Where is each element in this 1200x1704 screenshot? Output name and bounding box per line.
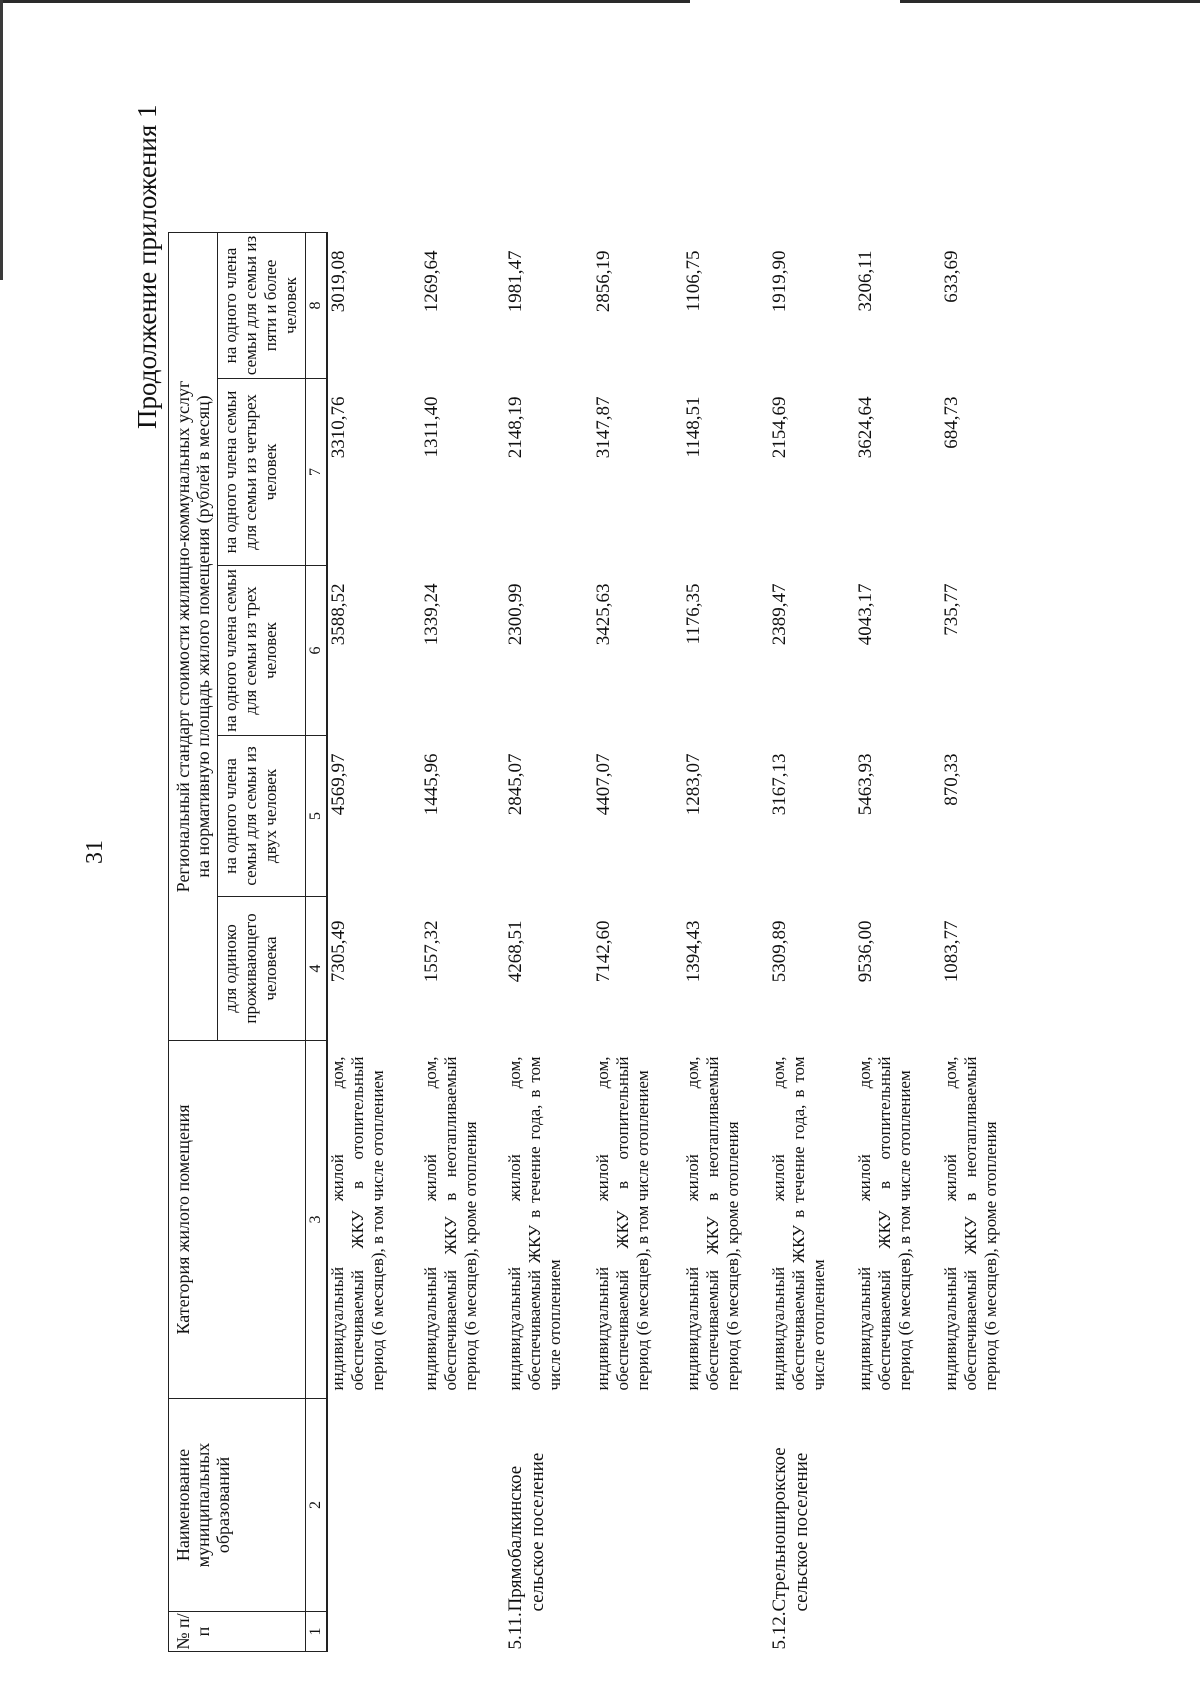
value-two: 1445,96 (421, 753, 442, 816)
value-five-plus: 1919,90 (769, 250, 790, 313)
value-two: 1283,07 (683, 753, 704, 816)
value-three: 4043,17 (855, 583, 876, 646)
value-three: 2389,47 (769, 583, 790, 646)
column-number-row (306, 233, 328, 1652)
value-single: 5309,89 (769, 920, 790, 983)
value-two: 5463,93 (855, 753, 876, 816)
row-number: 5.11. (505, 1612, 526, 1650)
row-number: 5.12. (769, 1611, 790, 1650)
header-municipality: Наименование муниципальных образований (169, 1399, 306, 1612)
value-three: 2300,99 (505, 583, 526, 646)
value-four: 3310,76 (328, 396, 349, 459)
header-num: № п/п (169, 1612, 306, 1652)
header-group-line2: на нормативную площадь жилого помещения (рублей в месяц) (193, 395, 213, 878)
row-number (855, 1612, 941, 1652)
value-five-plus: 3206,11 (855, 250, 876, 312)
housing-category: индивидуальный жилой дом, обеспечиваемый ЖКУ в отопительный период (6 месяцев), в том числе отоплением (593, 1056, 652, 1391)
value-four: 1311,40 (421, 396, 442, 458)
header-single: для одиноко проживающего человека (218, 897, 306, 1041)
value-four: 2148,19 (505, 396, 526, 459)
value-two: 870,33 (941, 753, 962, 806)
housing-category: индивидуальный жилой дом, обеспечиваемый ЖКУ в течение года, в том числе отоплением (769, 1056, 828, 1391)
table-row (593, 233, 683, 1652)
value-three: 735,77 (941, 583, 962, 636)
column-number: 6 (306, 566, 328, 736)
value-two: 3167,13 (769, 753, 790, 816)
table-row (855, 233, 941, 1652)
value-three: 3425,63 (593, 583, 614, 646)
value-single: 1083,77 (941, 920, 962, 983)
housing-category: индивидуальный жилой дом, обеспечиваемый ЖКУ в неотапливаемый период (6 месяцев), кроме отопления (421, 1056, 480, 1391)
column-number: 2 (306, 1399, 328, 1612)
table-row (941, 233, 1031, 1652)
value-three: 1339,24 (421, 583, 442, 646)
page-number: 31 (82, 840, 108, 864)
row-number (941, 1612, 1031, 1652)
value-two: 4569,97 (328, 753, 349, 816)
municipality-name (941, 1399, 1031, 1612)
standards-table (168, 232, 1031, 1652)
value-four: 3624,64 (855, 396, 876, 459)
municipality-name (421, 1399, 505, 1612)
value-two: 4407,07 (593, 753, 614, 816)
value-five-plus: 633,69 (941, 250, 962, 303)
column-number: 8 (306, 233, 328, 379)
value-single: 7142,60 (593, 920, 614, 983)
value-five-plus: 2856,19 (593, 250, 614, 313)
municipality-name (593, 1399, 683, 1612)
column-number: 7 (306, 379, 328, 566)
value-five-plus: 3019,08 (328, 250, 349, 313)
municipality-name: Стрельноширокское сельское поселение (769, 1447, 812, 1612)
column-number: 4 (306, 897, 328, 1041)
continuation-title: Продолжение приложения 1 (132, 104, 162, 429)
housing-category: индивидуальный жилой дом, обеспечиваемый ЖКУ в неотапливаемый период (6 месяцев), кроме отопления (683, 1056, 742, 1391)
municipality-name (327, 1399, 421, 1612)
row-number (683, 1612, 769, 1652)
header-category: Категория жилого помещения (169, 1041, 306, 1399)
value-single: 7305,49 (328, 920, 349, 983)
table-row (769, 233, 855, 1652)
municipality-name: Прямобалкинское сельское поселение (505, 1452, 548, 1612)
municipality-name (855, 1399, 941, 1612)
value-three: 1176,35 (683, 583, 704, 645)
header-two-persons: на одного члена семьи для семьи из двух человек (218, 736, 306, 897)
housing-category: индивидуальный жилой дом, обеспечиваемый ЖКУ в течение года, в том числе отоплением (505, 1056, 564, 1391)
value-single: 1394,43 (683, 920, 704, 983)
row-number (327, 1612, 421, 1652)
value-five-plus: 1981,47 (505, 250, 526, 313)
column-number: 1 (306, 1612, 328, 1652)
value-four: 684,73 (941, 396, 962, 449)
table-row (505, 233, 593, 1652)
table-row (683, 233, 769, 1652)
column-number: 3 (306, 1041, 328, 1399)
value-single: 1557,32 (421, 920, 442, 983)
value-four: 2154,69 (769, 396, 790, 459)
header-five-plus-persons: на одного члена семьи для семьи из пяти и более человек (218, 233, 306, 379)
value-two: 2845,07 (505, 753, 526, 816)
housing-category: индивидуальный жилой дом, обеспечиваемый ЖКУ в отопительный период (6 месяцев), в том числе отоплением (328, 1056, 387, 1391)
value-five-plus: 1106,75 (683, 250, 704, 312)
header-row-group (169, 233, 218, 1652)
housing-category: индивидуальный жилой дом, обеспечиваемый ЖКУ в отопительный период (6 месяцев), в том числе отоплением (855, 1056, 914, 1391)
row-number (593, 1612, 683, 1652)
value-single: 9536,00 (855, 920, 876, 983)
header-regional-standard (169, 233, 218, 1041)
value-four: 1148,51 (683, 396, 704, 458)
value-three: 3588,52 (328, 583, 349, 646)
table-row (327, 233, 421, 1652)
table-row (421, 233, 505, 1652)
header-group-line1: Региональный стандарт стоимости жилищно-коммунальных услуг (173, 380, 193, 893)
header-three-persons: на одного члена семьи для семьи из трех человек (218, 566, 306, 736)
municipality-name (683, 1399, 769, 1612)
column-number: 5 (306, 736, 328, 897)
header-four-persons: на одного члена семьи для семьи из четырех человек (218, 379, 306, 566)
row-number (421, 1612, 505, 1652)
value-five-plus: 1269,64 (421, 250, 442, 313)
value-four: 3147,87 (593, 396, 614, 459)
housing-category: индивидуальный жилой дом, обеспечиваемый ЖКУ в неотапливаемый период (6 месяцев), кроме отопления (941, 1056, 1000, 1391)
value-single: 4268,51 (505, 920, 526, 983)
